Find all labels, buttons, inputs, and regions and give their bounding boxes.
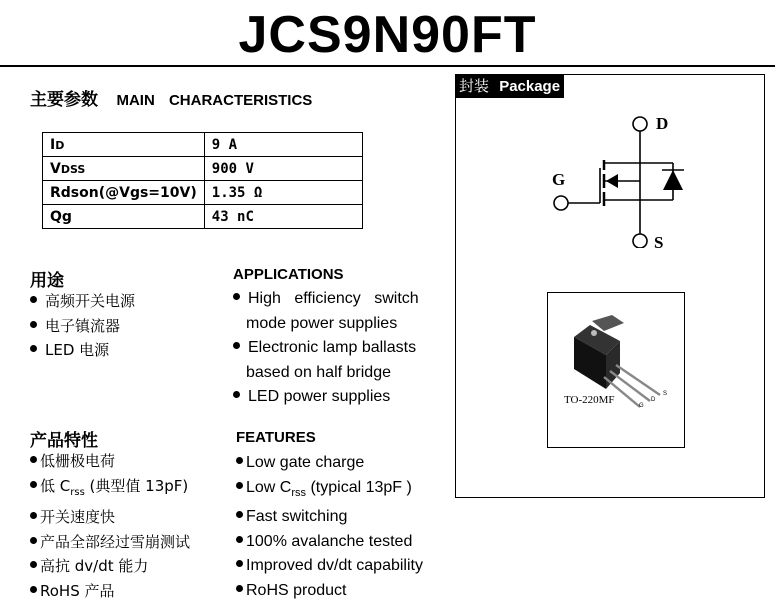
applications-list-cn xyxy=(30,289,135,363)
table-row xyxy=(43,205,363,229)
parameters-table xyxy=(42,132,363,229)
applications-list-en xyxy=(233,287,433,410)
list-item: 低 $C_{rss}$ (典型值 13pF) xyxy=(30,474,190,506)
param-key: ID xyxy=(43,133,205,157)
table-row xyxy=(43,133,363,157)
list-item: RoHS product xyxy=(236,579,423,604)
features-heading-en: FEATURES xyxy=(236,429,316,446)
features-list-en xyxy=(236,451,423,603)
list-item: Fast switching xyxy=(236,505,423,530)
table-row xyxy=(43,157,363,181)
list-item: 产品全部经过雪崩测试 xyxy=(30,530,190,555)
main-characteristics-heading xyxy=(30,85,312,110)
list-item: Low gate charge xyxy=(236,451,423,476)
package-heading-cn: 封装 xyxy=(459,77,490,95)
list-item: 100% avalanche tested xyxy=(236,530,423,555)
channel-arrow-icon xyxy=(606,174,618,188)
list-item-continued: based on half bridge xyxy=(246,363,391,381)
list-item: RoHS 产品 xyxy=(30,579,190,604)
list-item: 高频开关电源 xyxy=(30,289,135,314)
param-key: Rdson(@Vgs=10V) xyxy=(43,181,205,205)
list-item: High efficiency switch xyxy=(233,287,433,312)
source-terminal xyxy=(633,234,647,248)
pin-label-g: G xyxy=(552,170,566,189)
list-item: 高抗 dv/dt 能力 xyxy=(30,554,190,579)
lead-label-s: S xyxy=(663,391,668,397)
param-value: 1.35 Ω xyxy=(204,181,362,205)
gate-terminal xyxy=(554,196,568,210)
main-heading-en: MAIN CHARACTERISTICS xyxy=(116,92,313,109)
drain-terminal xyxy=(633,117,647,131)
pin-label-s: S xyxy=(654,233,664,252)
package-name-label: TO-220MF xyxy=(564,394,615,406)
list-item: 电子镇流器 xyxy=(30,314,135,339)
list-item: Low $C_{rss}$ (typical 13pF ) xyxy=(236,476,423,506)
list-item: 低栅极电荷 xyxy=(30,449,190,474)
param-key: VDSS xyxy=(43,157,205,181)
list-item: Improved dv/dt capability xyxy=(236,554,423,579)
pin-label-d: D xyxy=(656,114,669,133)
list-item: Electronic lamp ballasts xyxy=(233,336,433,361)
package-heading-en: Package xyxy=(499,78,561,95)
param-value: 43 nC xyxy=(204,205,362,229)
body-diode-icon xyxy=(663,170,683,190)
list-item: LED 电源 xyxy=(30,338,135,363)
main-heading-cn: 主要参数 xyxy=(30,90,98,110)
list-item: 开关速度快 xyxy=(30,505,190,530)
package-heading xyxy=(455,74,564,98)
list-item: LED power supplies xyxy=(233,385,433,410)
table-row xyxy=(43,181,363,205)
list-item-continued: mode power supplies xyxy=(246,314,398,332)
param-value: 900 V xyxy=(204,157,362,181)
applications-heading-cn: 用途 xyxy=(30,271,64,291)
features-heading-cn: 产品特性 xyxy=(30,431,98,451)
lead-label-d: D xyxy=(651,397,656,403)
param-value: 9 A xyxy=(204,133,362,157)
title-divider xyxy=(0,65,775,67)
param-key: Qg xyxy=(43,205,205,229)
applications-heading-en: APPLICATIONS xyxy=(233,266,344,283)
features-list-cn xyxy=(30,449,190,603)
part-number-title: JCS9N90FT xyxy=(238,6,537,64)
lead-label-g: G xyxy=(639,403,644,409)
